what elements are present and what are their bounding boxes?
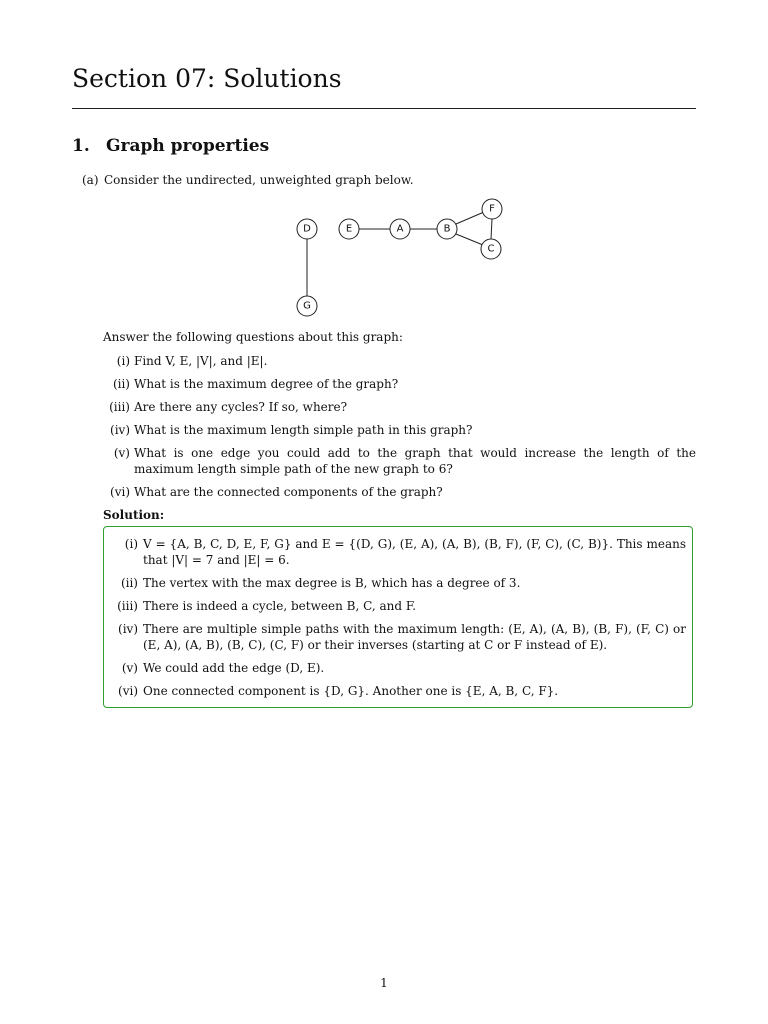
node-label-a: A	[396, 223, 404, 235]
solution-number: (iii)	[117, 599, 138, 613]
part-a-intro	[82, 173, 414, 187]
section-title: Section 07: Solutions	[72, 64, 342, 93]
question-item	[100, 445, 696, 477]
solution-text: V = {A, B, C, D, E, F, G} and E = {(D, G), (E, A), (A, B), (B, F), (F, C), (C, B)}. This means that |V| = 7 and |E| = 6.	[143, 537, 686, 567]
problem-heading	[72, 136, 269, 156]
question-text: What is the maximum length simple path in this graph?	[134, 423, 473, 437]
question-number: (vi)	[110, 485, 130, 499]
question-text: What is the maximum degree of the graph?	[134, 377, 399, 391]
solution-number: (iv)	[118, 622, 138, 636]
node-label-c: C	[487, 243, 495, 255]
solution-number: (i)	[124, 537, 138, 551]
node-label-f: F	[489, 203, 495, 215]
question-text: Are there any cycles? If so, where?	[134, 400, 348, 414]
node-label-b: B	[443, 223, 451, 235]
solution-list	[108, 536, 686, 706]
solution-number: (ii)	[120, 576, 138, 590]
title-rule	[72, 108, 696, 109]
solution-label: Solution:	[103, 508, 165, 522]
question-number: (iii)	[109, 400, 130, 414]
solution-item	[108, 575, 686, 591]
solution-text: The vertex with the max degree is B, which has a degree of 3.	[143, 576, 521, 590]
question-number: (v)	[113, 446, 130, 460]
node-label-g: G	[303, 300, 311, 312]
part-a-label: (a)	[82, 173, 99, 187]
solution-number: (vi)	[118, 684, 138, 698]
question-item	[100, 353, 696, 369]
question-item	[100, 376, 696, 392]
question-text: What is one edge you could add to the graph that would increase the length of the maximum length simple path of the new graph to 6?	[134, 446, 696, 476]
question-item	[100, 422, 696, 438]
question-item	[100, 484, 696, 500]
edge-c-b	[456, 234, 483, 245]
edge-f-c	[491, 219, 492, 239]
solution-text: There is indeed a cycle, between B, C, and F.	[143, 599, 417, 613]
edge-b-f	[456, 212, 484, 224]
solution-number: (v)	[121, 661, 138, 675]
node-label-d: D	[303, 223, 311, 235]
question-number: (ii)	[112, 377, 130, 391]
question-text: Find V, E, |V|, and |E|.	[134, 354, 268, 368]
solution-item	[108, 660, 686, 676]
page-number: 1	[380, 976, 388, 990]
solution-item	[108, 536, 686, 568]
solution-text: There are multiple simple paths with the maximum length: (E, A), (A, B), (B, F), (F, C) or (E, A), (A, B), (B, C), (C, F) or their inverses (starting at C or F instead of E).	[143, 622, 686, 652]
problem-title: Graph properties	[106, 136, 270, 156]
solution-item	[108, 598, 686, 614]
problem-number: 1.	[72, 136, 90, 156]
question-number: (iv)	[110, 423, 130, 437]
questions-heading: Answer the following questions about this graph:	[103, 330, 403, 344]
node-label-e: E	[345, 223, 353, 235]
solution-item	[108, 683, 686, 699]
question-list	[100, 353, 696, 507]
solution-text: One connected component is {D, G}. Another one is {E, A, B, C, F}.	[143, 684, 559, 698]
question-number: (i)	[116, 354, 130, 368]
solution-item	[108, 621, 686, 653]
graph-diagram	[290, 194, 520, 324]
solution-text: We could add the edge (D, E).	[143, 661, 325, 675]
question-text: What are the connected components of the graph?	[134, 485, 443, 499]
part-a-text: Consider the undirected, unweighted graph below.	[104, 173, 414, 187]
question-item	[100, 399, 696, 415]
